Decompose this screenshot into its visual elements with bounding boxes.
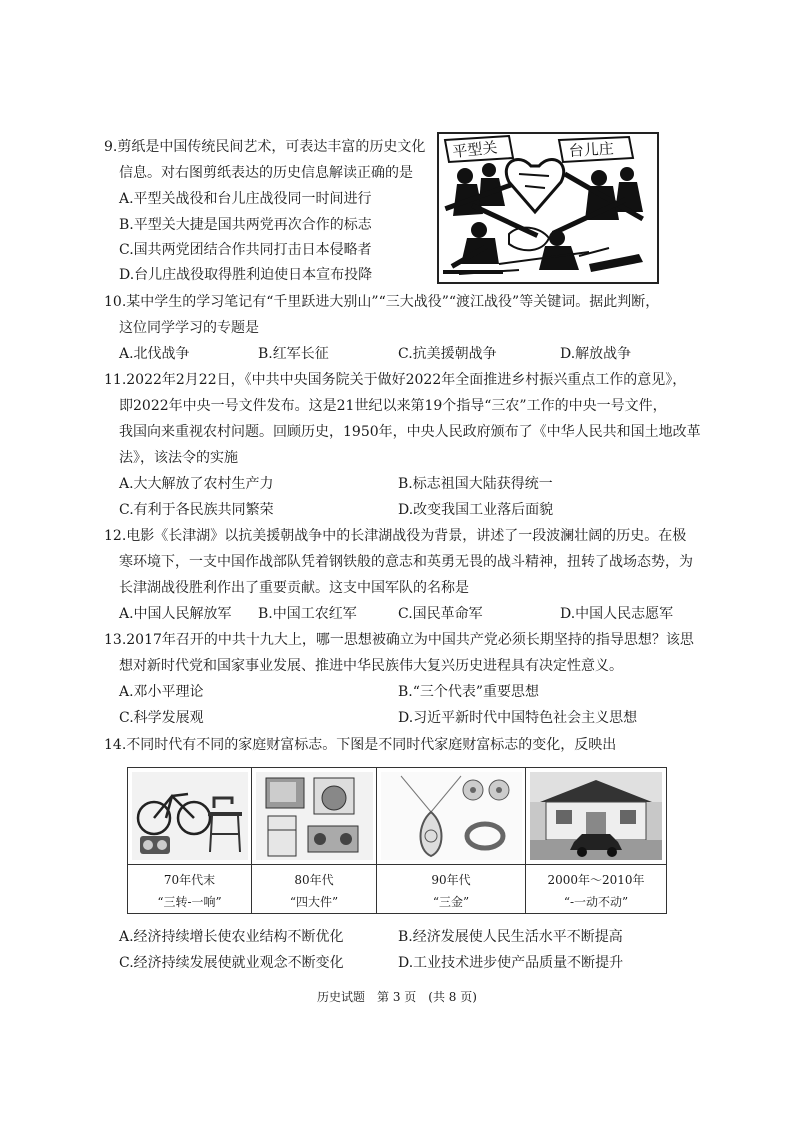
q9-stem-line2: 信息。对右图剪纸表达的历史信息解读正确的是 xyxy=(119,165,413,181)
item-label: “三转-一响” xyxy=(157,895,222,909)
q11-stem-line1: 11.2022年2月22日，《中共中央国务院关于做好2022年全面推进乡村振兴重点工作的意见》， xyxy=(104,372,687,388)
item-label: “三金” xyxy=(432,895,470,909)
q14-option-d: D.工业技术进步使产品质量不断提升 xyxy=(398,955,624,971)
q12-option-b: B.中国工农红军 xyxy=(258,606,357,622)
item-label: “-一动不动” xyxy=(563,895,629,909)
banner-label-left: 平型关 xyxy=(451,138,499,161)
gold-jewelry-image xyxy=(381,772,521,860)
q13-option-b: B.“三个代表”重要思想 xyxy=(398,684,540,700)
q14-option-c: C.经济持续发展使就业观念不断变化 xyxy=(119,955,344,971)
q11-stem-line2: 即2022年中央一号文件发布。这是21世纪以来第19个指导“三农”工作的中央一号文件， xyxy=(119,398,667,414)
q9-stem-line1: 9.剪纸是中国传统民间艺术，可表达丰富的历史文化 xyxy=(104,139,426,155)
appliances-image xyxy=(256,772,372,860)
q11-option-b: B.标志祖国大陆获得统一 xyxy=(398,476,553,492)
q9-option-d: D.台儿庄战役取得胜利迫使日本宣布投降 xyxy=(119,267,373,283)
q14-option-b: B.经济发展使人民生活水平不断提高 xyxy=(398,929,623,945)
wealth-cell-80s xyxy=(252,768,377,913)
q11-stem-line4: 法》，该法令的实施 xyxy=(119,450,238,466)
q12-option-d: D.中国人民志愿军 xyxy=(560,606,674,622)
paper-cut-image xyxy=(437,132,659,284)
q10-stem-line1: 10.某中学生的学习笔记有“千里跃进大别山”“三大战役”“渡江战役”等关键词。据此判断， xyxy=(104,294,660,310)
q9-option-a: A.平型关战役和台儿庄战役同一时间进行 xyxy=(119,191,372,207)
item-label: “四大件” xyxy=(289,895,339,909)
q9-option-c: C.国共两党团结合作共同打击日本侵略者 xyxy=(119,242,372,258)
q12-option-a: A.中国人民解放军 xyxy=(119,606,232,622)
wealth-cell-70s xyxy=(128,768,252,913)
q13-option-a: A.邓小平理论 xyxy=(119,684,204,700)
q10-option-c: C.抗美援朝战争 xyxy=(398,346,497,362)
q13-stem-line2: 想对新时代党和国家事业发展、推进中华民族伟大复兴历史进程具有决定性意义。 xyxy=(119,658,623,674)
q14-stem-line1: 14.不同时代有不同的家庭财富标志。下图是不同时代家庭财富标志的变化，反映出 xyxy=(104,737,617,753)
page-footer: 历史试题 第 3 页 (共 8 页) xyxy=(317,990,477,1004)
house-car-image xyxy=(530,772,662,860)
q10-option-d: D.解放战争 xyxy=(560,346,632,362)
wealth-symbols-table xyxy=(127,767,667,914)
era-label: 80年代 xyxy=(294,873,334,887)
era-label: 2000年～2010年 xyxy=(547,873,645,887)
q10-option-b: B.红军长征 xyxy=(258,346,329,362)
q11-option-d: D.改变我国工业落后面貌 xyxy=(398,502,554,518)
q10-option-a: A.北伐战争 xyxy=(119,346,190,362)
wealth-cell-90s xyxy=(377,768,526,913)
q13-option-d: D.习近平新时代中国特色社会主义思想 xyxy=(398,710,638,726)
q12-stem-line3: 长津湖战役胜利作出了重要贡献。这支中国军队的名称是 xyxy=(119,580,469,596)
q13-option-c: C.科学发展观 xyxy=(119,710,204,726)
q9-option-b: B.平型关大捷是国共两党再次合作的标志 xyxy=(119,217,372,233)
bicycle-sewing-machine-image xyxy=(132,772,247,860)
era-label: 90年代 xyxy=(431,873,471,887)
q13-stem-line1: 13.2017年召开的中共十九大上，哪一思想被确立为中国共产党必须长期坚持的指导思想？该思 xyxy=(104,632,694,648)
banner-label-right: 台儿庄 xyxy=(568,139,615,160)
q12-stem-line2: 寒环境下，一支中国作战部队凭着钢铁般的意志和英勇无畏的战斗精神，扭转了战场态势，为 xyxy=(119,554,693,570)
q11-stem-line3: 我国向来重视农村问题。回顾历史，1950年，中央人民政府颁布了《中华人民共和国土地改革 xyxy=(119,424,701,440)
q14-option-a: A.经济持续增长使农业结构不断优化 xyxy=(119,929,344,945)
era-label: 70年代末 xyxy=(163,873,216,887)
q10-stem-line2: 这位同学学习的专题是 xyxy=(119,320,259,336)
q12-option-c: C.国民革命军 xyxy=(398,606,483,622)
wealth-cell-2000s xyxy=(526,768,666,913)
q11-option-c: C.有利于各民族共同繁荣 xyxy=(119,502,274,518)
q11-option-a: A.大大解放了农村生产力 xyxy=(119,476,274,492)
q12-stem-line1: 12.电影《长津湖》以抗美援朝战争中的长津湖战役为背景，讲述了一段波澜壮阔的历史。在极 xyxy=(104,528,687,544)
